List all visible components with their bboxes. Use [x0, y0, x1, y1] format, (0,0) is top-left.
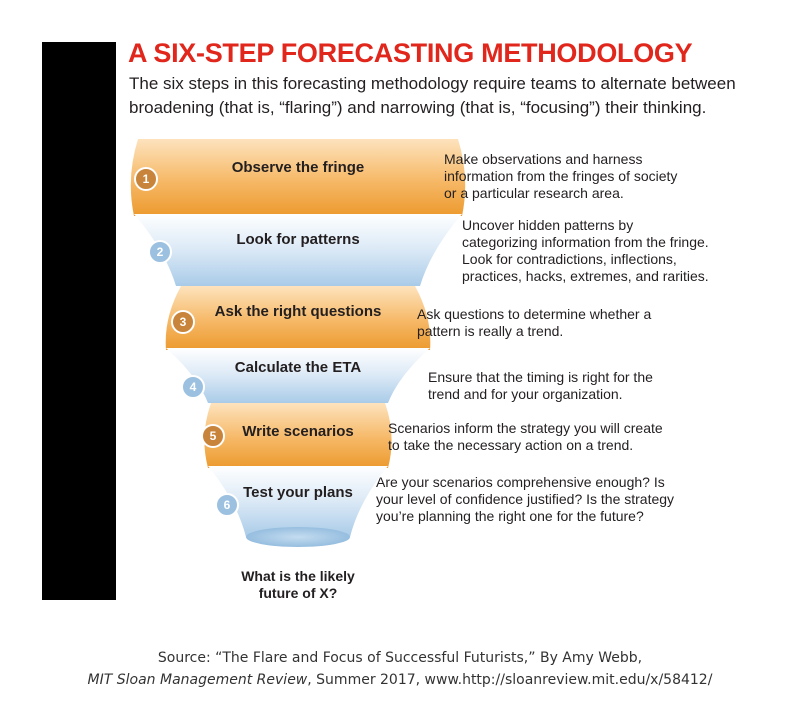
step-description-line: Uncover hidden patterns by [462, 217, 634, 233]
source-line-2 [0, 669, 800, 691]
source-line-1: Source: “The Flare and Focus of Successful Futurists,” By Amy Webb, [157, 650, 643, 666]
diagram-title: A SIX-STEP FORECASTING METHODOLOGY [128, 38, 693, 68]
step-description-4 [428, 369, 653, 403]
diagram-subtitle: The six steps in this forecasting methodology require teams to alternate between broadening (that is, “flaring”) and narrowing (that is, “focusing”) their thinking. [129, 74, 736, 117]
source-journal: MIT Sloan Management Review [87, 672, 308, 688]
step-description-line: Scenarios inform the strategy you will create [388, 420, 663, 436]
step-description-1 [444, 151, 677, 202]
step-description-3 [417, 306, 651, 340]
outcome-line-1: What is the likely [241, 568, 355, 584]
step-description-line: your level of confidence justified? Is the strategy [376, 491, 675, 507]
step-description-line: practices, hacks, extremes, and rarities. [462, 268, 709, 284]
source-citation [0, 647, 800, 691]
step-description-line: you’re planning the right one for the future? [376, 508, 644, 524]
step-number-badge-4: 4 [181, 375, 205, 399]
step-label-6: Test your plans [243, 484, 353, 501]
funnel-segment-1 [131, 139, 465, 216]
funnel-base [246, 527, 350, 547]
step-description-line: pattern is really a trend. [417, 323, 564, 339]
step-description-6 [376, 474, 674, 525]
step-number-badge-2: 2 [148, 240, 172, 264]
step-number-badge-1: 1 [134, 167, 158, 191]
step-label-4: Calculate the ETA [234, 359, 362, 376]
step-description-line: or a particular research area. [444, 185, 624, 201]
step-description-line: Are your scenarios comprehensive enough? Is [376, 474, 665, 490]
outcome-line-2: future of X? [258, 585, 338, 601]
step-description-line: trend and for your organization. [428, 386, 623, 402]
step-number-badge-5: 5 [201, 424, 225, 448]
step-description-line: Look for contradictions, inflections, [462, 251, 677, 267]
step-description-line: categorizing information from the fringe. [462, 234, 709, 250]
step-label-5: Write scenarios [242, 423, 354, 440]
step-number-badge-6: 6 [215, 493, 239, 517]
step-description-line: information from the fringes of society [444, 168, 678, 184]
source-line-2-rest: , Summer 2017, www.http://sloanreview.mit.edu/x/58412/ [307, 672, 713, 688]
step-label-1: Observe the fringe [231, 159, 365, 176]
step-description-5 [388, 420, 663, 454]
step-number-badge-3: 3 [171, 310, 195, 334]
step-description-line: to take the necessary action on a trend. [388, 437, 634, 453]
step-description-line: Make observations and harness [444, 151, 643, 167]
step-description-line: Ask questions to determine whether a [417, 306, 652, 322]
step-label-2: Look for patterns [236, 231, 360, 248]
step-description-line: Ensure that the timing is right for the [428, 369, 653, 385]
step-description-2 [462, 217, 709, 285]
funnel-segment-2 [134, 214, 462, 286]
step-label-3: Ask the right questions [214, 303, 382, 320]
outcome-question [241, 568, 355, 602]
